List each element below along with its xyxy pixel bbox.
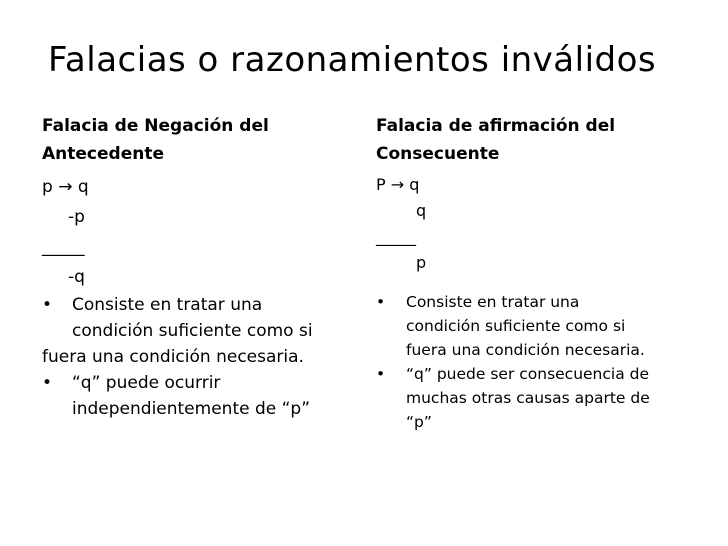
right-bullet-2-line3: “p” (406, 413, 432, 431)
left-column (42, 112, 362, 422)
left-bullet-2-line2: independientemente de “p” (72, 399, 311, 419)
right-bullet-1-line1: Consiste en tratar una (406, 293, 580, 311)
right-heading-line2: Consecuente (376, 144, 500, 164)
right-conclusion: p (416, 253, 427, 272)
left-heading-line1: Falacia de Negación del (42, 116, 269, 136)
left-heading-line2: Antecedente (42, 144, 164, 164)
right-heading-line1: Falacia de afirmación del (376, 116, 616, 136)
bullet-icon: • (42, 295, 53, 315)
left-heading (42, 112, 362, 168)
left-premise-2: -p (68, 207, 85, 227)
right-inference-rule: _____ (376, 227, 416, 246)
right-bullet-1-line2: condición suficiente como si (406, 317, 626, 335)
right-heading (376, 112, 696, 168)
right-bullet-2-line2: muchas otras causas aparte de (406, 389, 650, 407)
left-bullet-1-line2: condición suficiente como si (72, 321, 313, 341)
right-premise-2: q (416, 201, 427, 220)
left-bullet-2-line1: “q” puede ocurrir (72, 373, 221, 393)
right-bullet-1 (376, 290, 696, 362)
right-premise-1: P → q (376, 175, 420, 194)
right-bullet-2 (376, 362, 696, 434)
right-column (376, 112, 696, 434)
left-conclusion: -q (68, 267, 85, 287)
left-premise-1: p → q (42, 177, 89, 197)
left-bullet-1-line1: Consiste en tratar una (72, 295, 263, 315)
left-inference-rule: _____ (42, 237, 85, 257)
bullet-icon: • (376, 365, 386, 383)
left-bullet-1 (42, 292, 362, 344)
right-bullet-1-line3: fuera una condición necesaria. (406, 341, 645, 359)
bullet-icon: • (376, 293, 386, 311)
right-bullet-2-line1: “q” puede ser consecuencia de (406, 365, 650, 383)
left-bullet-2 (42, 370, 362, 422)
left-bullet-1-line3: fuera una condición necesaria. (42, 347, 304, 367)
slide-title: Falacias o razonamientos inválidos (48, 40, 657, 80)
bullet-icon: • (42, 373, 53, 393)
